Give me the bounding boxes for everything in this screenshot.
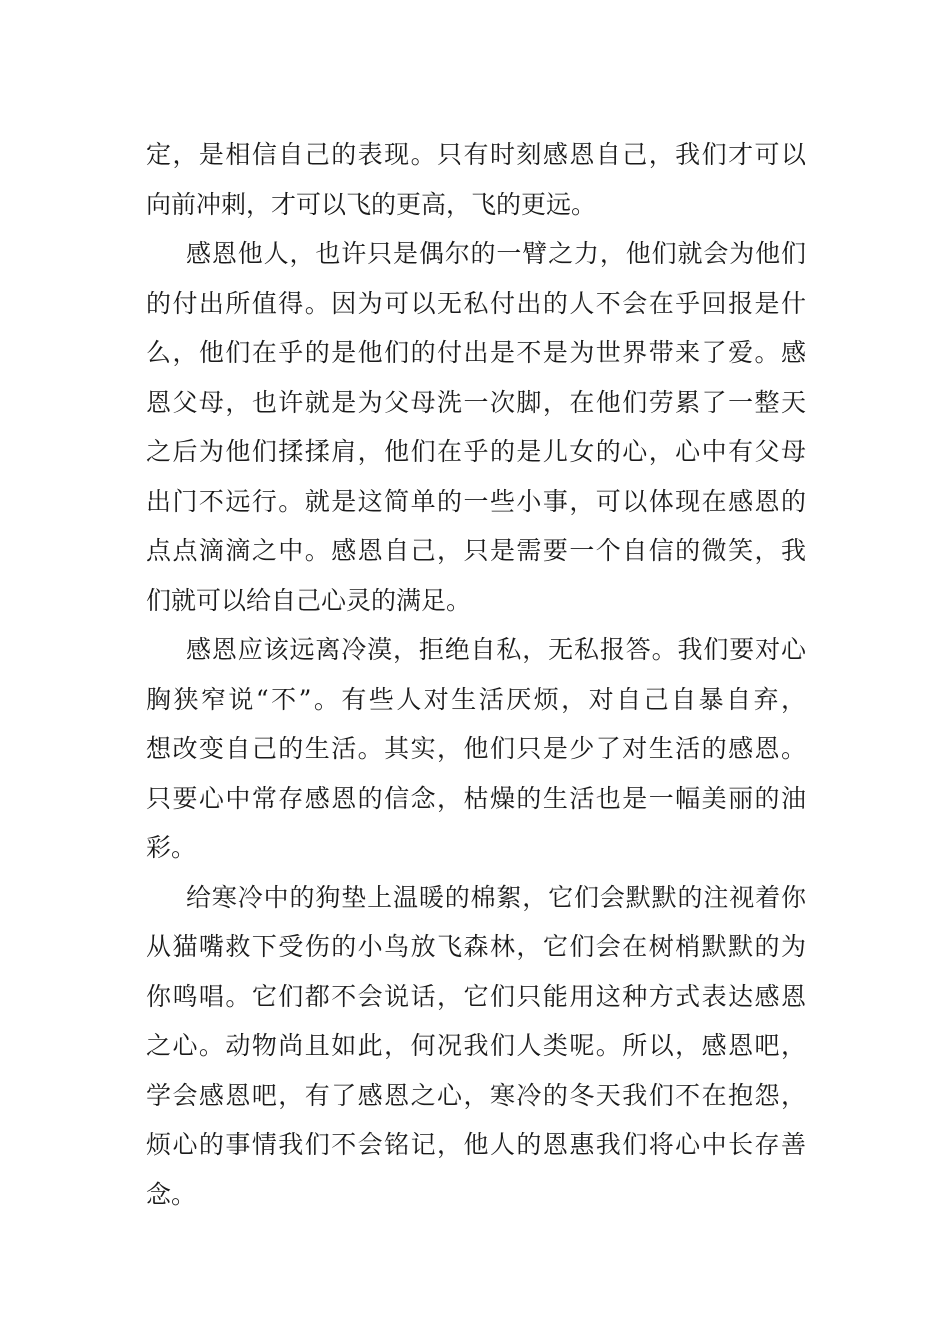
text-line: 出门不远行。就是这简单的一些小事，可以体现在感恩的 — [146, 486, 806, 516]
text-line: 的付出所值得。因为可以无私付出的人不会在乎回报是什 — [146, 288, 806, 318]
paragraph-2 — [146, 229, 806, 625]
text-line: 之后为他们揉揉肩，他们在乎的是儿女的心，心中有父母 — [146, 437, 806, 466]
text-line: 么，他们在乎的是他们的付出是不是为世界带来了爱。感 — [146, 338, 806, 367]
text-line: 你鸣唱。它们都不会说话，它们只能用这种方式表达感恩 — [146, 981, 806, 1011]
text-line: 感恩他人，也许只是偶尔的一臂之力，他们就会为他们 — [186, 239, 806, 268]
paragraph-1 — [146, 130, 806, 229]
document-body — [146, 130, 806, 1219]
text-line: 点点滴滴之中。感恩自己，只是需要一个自信的微笑，我 — [146, 536, 806, 565]
paragraph-3 — [146, 625, 806, 873]
paragraph-4 — [146, 873, 806, 1220]
text-line: 之心。动物尚且如此，何况我们人类呢。所以，感恩吧， — [146, 1031, 806, 1060]
text-line: 想改变自己的生活。其实，他们只是少了对生活的感恩。 — [146, 734, 806, 763]
text-line: 胸狭窄说“不”。有些人对生活厌烦，对自己自暴自弃， — [146, 684, 806, 714]
text-line: 向前冲刺，才可以飞的更高，飞的更远。 — [146, 189, 597, 219]
text-line: 从猫嘴救下受伤的小鸟放飞森林，它们会在树梢默默的为 — [146, 932, 806, 961]
text-line: 感恩应该远离冷漠，拒绝自私，无私报答。我们要对心 — [186, 635, 806, 664]
text-line: 念。 — [146, 1179, 197, 1209]
text-line: 给寒冷中的狗垫上温暖的棉絮，它们会默默的注视着你 — [186, 882, 806, 912]
text-line: 烦心的事情我们不会铭记，他人的恩惠我们将心中长存善 — [146, 1130, 806, 1159]
text-line: 定，是相信自己的表现。只有时刻感恩自己，我们才可以 — [146, 140, 806, 169]
text-line: 彩。 — [146, 833, 197, 862]
text-line: 只要心中常存感恩的信念，枯燥的生活也是一幅美丽的油 — [146, 783, 806, 813]
text-line: 学会感恩吧，有了感恩之心，寒冷的冬天我们不在抱怨， — [146, 1080, 806, 1110]
text-line: 恩父母，也许就是为父母洗一次脚，在他们劳累了一整天 — [146, 387, 806, 417]
text-line: 们就可以给自己心灵的满足。 — [146, 585, 472, 615]
